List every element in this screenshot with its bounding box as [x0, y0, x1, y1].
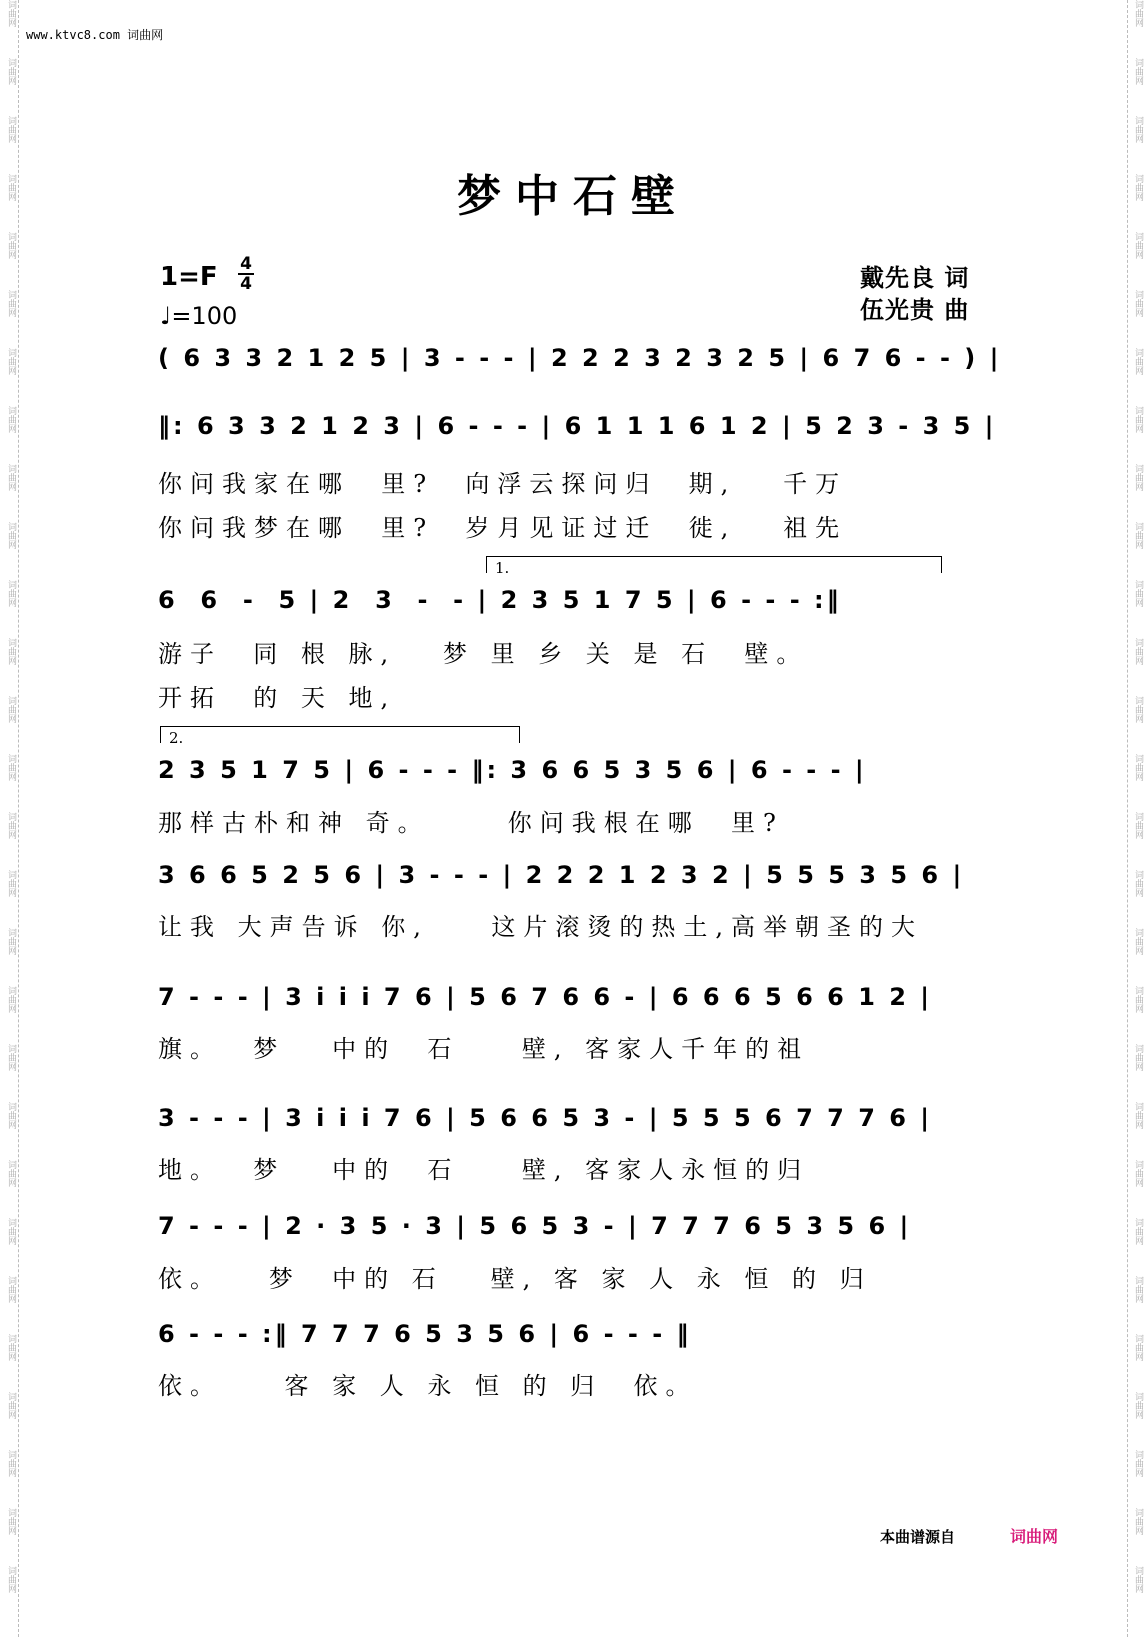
watermark-glyph: 词曲网 — [1133, 580, 1143, 607]
watermark-glyph: 词曲网 — [1133, 1102, 1143, 1129]
lyrics-line-7: 地。 梦 中的 石 壁, 客家人永恒的归 — [158, 1156, 810, 1184]
volta-label-1: 1. — [495, 559, 510, 577]
watermark-glyph: 词曲网 — [1133, 986, 1143, 1013]
watermark-glyph: 词曲网 — [1133, 638, 1143, 665]
watermark-glyph: 词曲网 — [6, 1044, 16, 1071]
watermark-glyph: 词曲网 — [6, 232, 16, 259]
score-line-intro: ( 6 3 3 2 1 2 5 | 3 - - - | 2 2 2 3 2 3 2 5 | 6 7 6 - - ) | — [158, 344, 1002, 372]
watermark-glyph: 词曲网 — [6, 464, 16, 491]
watermark-glyph: 词曲网 — [6, 0, 16, 27]
watermark-glyph: 词曲网 — [6, 1508, 16, 1535]
watermark-glyph: 词曲网 — [6, 174, 16, 201]
watermark-glyph: 词曲网 — [6, 1450, 16, 1477]
watermark-glyph: 词曲网 — [1133, 348, 1143, 375]
watermark-glyph: 词曲网 — [6, 1276, 16, 1303]
watermark-glyph: 词曲网 — [6, 580, 16, 607]
watermark-glyph: 词曲网 — [6, 290, 16, 317]
score-line-9: 6 - - - :‖ 7 7 7 6 5 3 5 6 | 6 - - - ‖ — [158, 1320, 692, 1348]
watermark-glyph: 词曲网 — [6, 1160, 16, 1187]
watermark-glyph: 词曲网 — [1133, 1276, 1143, 1303]
time-signature — [238, 256, 254, 292]
watermark-glyph: 词曲网 — [1133, 58, 1143, 85]
watermark-glyph: 词曲网 — [6, 406, 16, 433]
watermark-glyph: 词曲网 — [1133, 1160, 1143, 1187]
watermark-glyph: 词曲网 — [1133, 174, 1143, 201]
watermark-glyph: 词曲网 — [6, 638, 16, 665]
watermark-glyph: 词曲网 — [6, 58, 16, 85]
watermark-glyph: 词曲网 — [1133, 1044, 1143, 1071]
footer-source-label: 本曲谱源自 — [880, 1528, 956, 1546]
watermark-glyph: 词曲网 — [1133, 754, 1143, 781]
volta-bracket-1 — [486, 556, 942, 577]
score-line-4: 2 3 5 1 7 5 | 6 - - - ‖: 3 6 6 5 3 5 6 | 6 - - - | — [158, 756, 867, 784]
lyrics-line-4: 那样古朴和神 奇。 你问我根在哪 里? — [158, 809, 784, 837]
watermark-glyph: 词曲网 — [6, 1334, 16, 1361]
score-line-2: ‖: 6 3 3 2 1 2 3 | 6 - - - | 6 1 1 1 6 1 2 | 5 2 3 - 3 5 | — [158, 412, 997, 440]
watermark-glyph: 词曲网 — [1133, 812, 1143, 839]
lyrics-line-8: 依。 梦 中的 石 壁, 客 家 人 永 恒 的 归 — [158, 1265, 872, 1293]
watermark-glyph: 词曲网 — [6, 1392, 16, 1419]
footer-site-logo[interactable]: 词曲网 — [1010, 1527, 1059, 1546]
watermark-glyph: 词曲网 — [6, 1218, 16, 1245]
watermark-glyph: 词曲网 — [1133, 870, 1143, 897]
watermark-glyph: 词曲网 — [6, 522, 16, 549]
composer-credit: 伍光贵 曲 — [860, 296, 970, 324]
score-line-8: 7 - - - | 2 · 3 5 · 3 | 5 6 5 3 - | 7 7 7 6 5 3 5 6 | — [158, 1212, 912, 1240]
watermark-glyph: 词曲网 — [1133, 1392, 1143, 1419]
score-line-6: 7 - - - | 3 i i i 7 6 | 5 6 7 6 6 - | 6 6 6 5 6 6 1 2 | — [158, 983, 933, 1011]
watermark-glyph: 词曲网 — [6, 696, 16, 723]
watermark-glyph: 词曲网 — [1133, 696, 1143, 723]
score-line-3: 6 6 - 5 | 2 3 - - | 2 3 5 1 7 5 | 6 - - - :‖ — [158, 586, 842, 614]
watermark-glyph: 词曲网 — [6, 812, 16, 839]
watermark-glyph: 词曲网 — [6, 348, 16, 375]
lyricist-credit: 戴先良 词 — [860, 264, 970, 292]
watermark-glyph: 词曲网 — [1133, 1334, 1143, 1361]
watermark-glyph: 词曲网 — [1133, 1218, 1143, 1245]
volta-label-2: 2. — [169, 729, 184, 747]
lyrics-line-3-verse-2: 开拓 的 天 地, — [158, 684, 397, 712]
volta-bracket-2 — [160, 726, 520, 747]
lyrics-line-2-verse-1: 你问我家在哪 里? 向浮云探问归 期, 千万 — [158, 470, 848, 498]
score-line-7: 3 - - - | 3 i i i 7 6 | 5 6 6 5 3 - | 5 5 5 6 7 7 7 6 | — [158, 1104, 933, 1132]
watermark-glyph: 词曲网 — [6, 986, 16, 1013]
watermark-glyph: 词曲网 — [1133, 406, 1143, 433]
watermark-glyph: 词曲网 — [6, 928, 16, 955]
song-title: 梦中石壁 — [457, 171, 689, 222]
watermark-glyph: 词曲网 — [6, 1566, 16, 1593]
key-signature: 1=F — [160, 262, 218, 292]
watermark-glyph: 词曲网 — [1133, 0, 1143, 27]
lyrics-line-2-verse-2: 你问我梦在哪 里? 岁月见证过迁 徙, 祖先 — [158, 514, 848, 542]
watermark-glyph: 词曲网 — [6, 1102, 16, 1129]
watermark-glyph: 词曲网 — [1133, 232, 1143, 259]
score-line-5: 3 6 6 5 2 5 6 | 3 - - - | 2 2 2 1 2 3 2 | 5 5 5 3 5 6 | — [158, 861, 965, 889]
lyrics-line-5: 让我 大声告诉 你, 这片滚烫的热土,高举朝圣的大 — [158, 913, 924, 941]
lyrics-line-3-verse-1: 游子 同 根 脉, 梦 里 乡 关 是 石 壁。 — [158, 640, 809, 668]
watermark-glyph: 词曲网 — [1133, 928, 1143, 955]
lyrics-line-6: 旗。 梦 中的 石 壁, 客家人千年的祖 — [158, 1035, 810, 1063]
watermark-glyph: 词曲网 — [6, 116, 16, 143]
tempo-marking: ♩=100 — [160, 302, 238, 330]
watermark-glyph: 词曲网 — [1133, 1508, 1143, 1535]
watermark-glyph: 词曲网 — [1133, 1450, 1143, 1477]
watermark-glyph: 词曲网 — [1133, 116, 1143, 143]
time-signature-bottom: 4 — [240, 274, 252, 294]
watermark-glyph: 词曲网 — [6, 754, 16, 781]
time-signature-top: 4 — [240, 254, 252, 274]
watermark-glyph: 词曲网 — [1133, 464, 1143, 491]
watermark-glyph: 词曲网 — [1133, 522, 1143, 549]
watermark-glyph: 词曲网 — [1133, 290, 1143, 317]
lyrics-line-9: 依。 客 家 人 永 恒 的 归 依。 — [158, 1372, 698, 1400]
watermark-glyph: 词曲网 — [6, 870, 16, 897]
site-label[interactable]: www.ktvc8.com 词曲网 — [26, 28, 164, 42]
watermark-glyph: 词曲网 — [1133, 1566, 1143, 1593]
